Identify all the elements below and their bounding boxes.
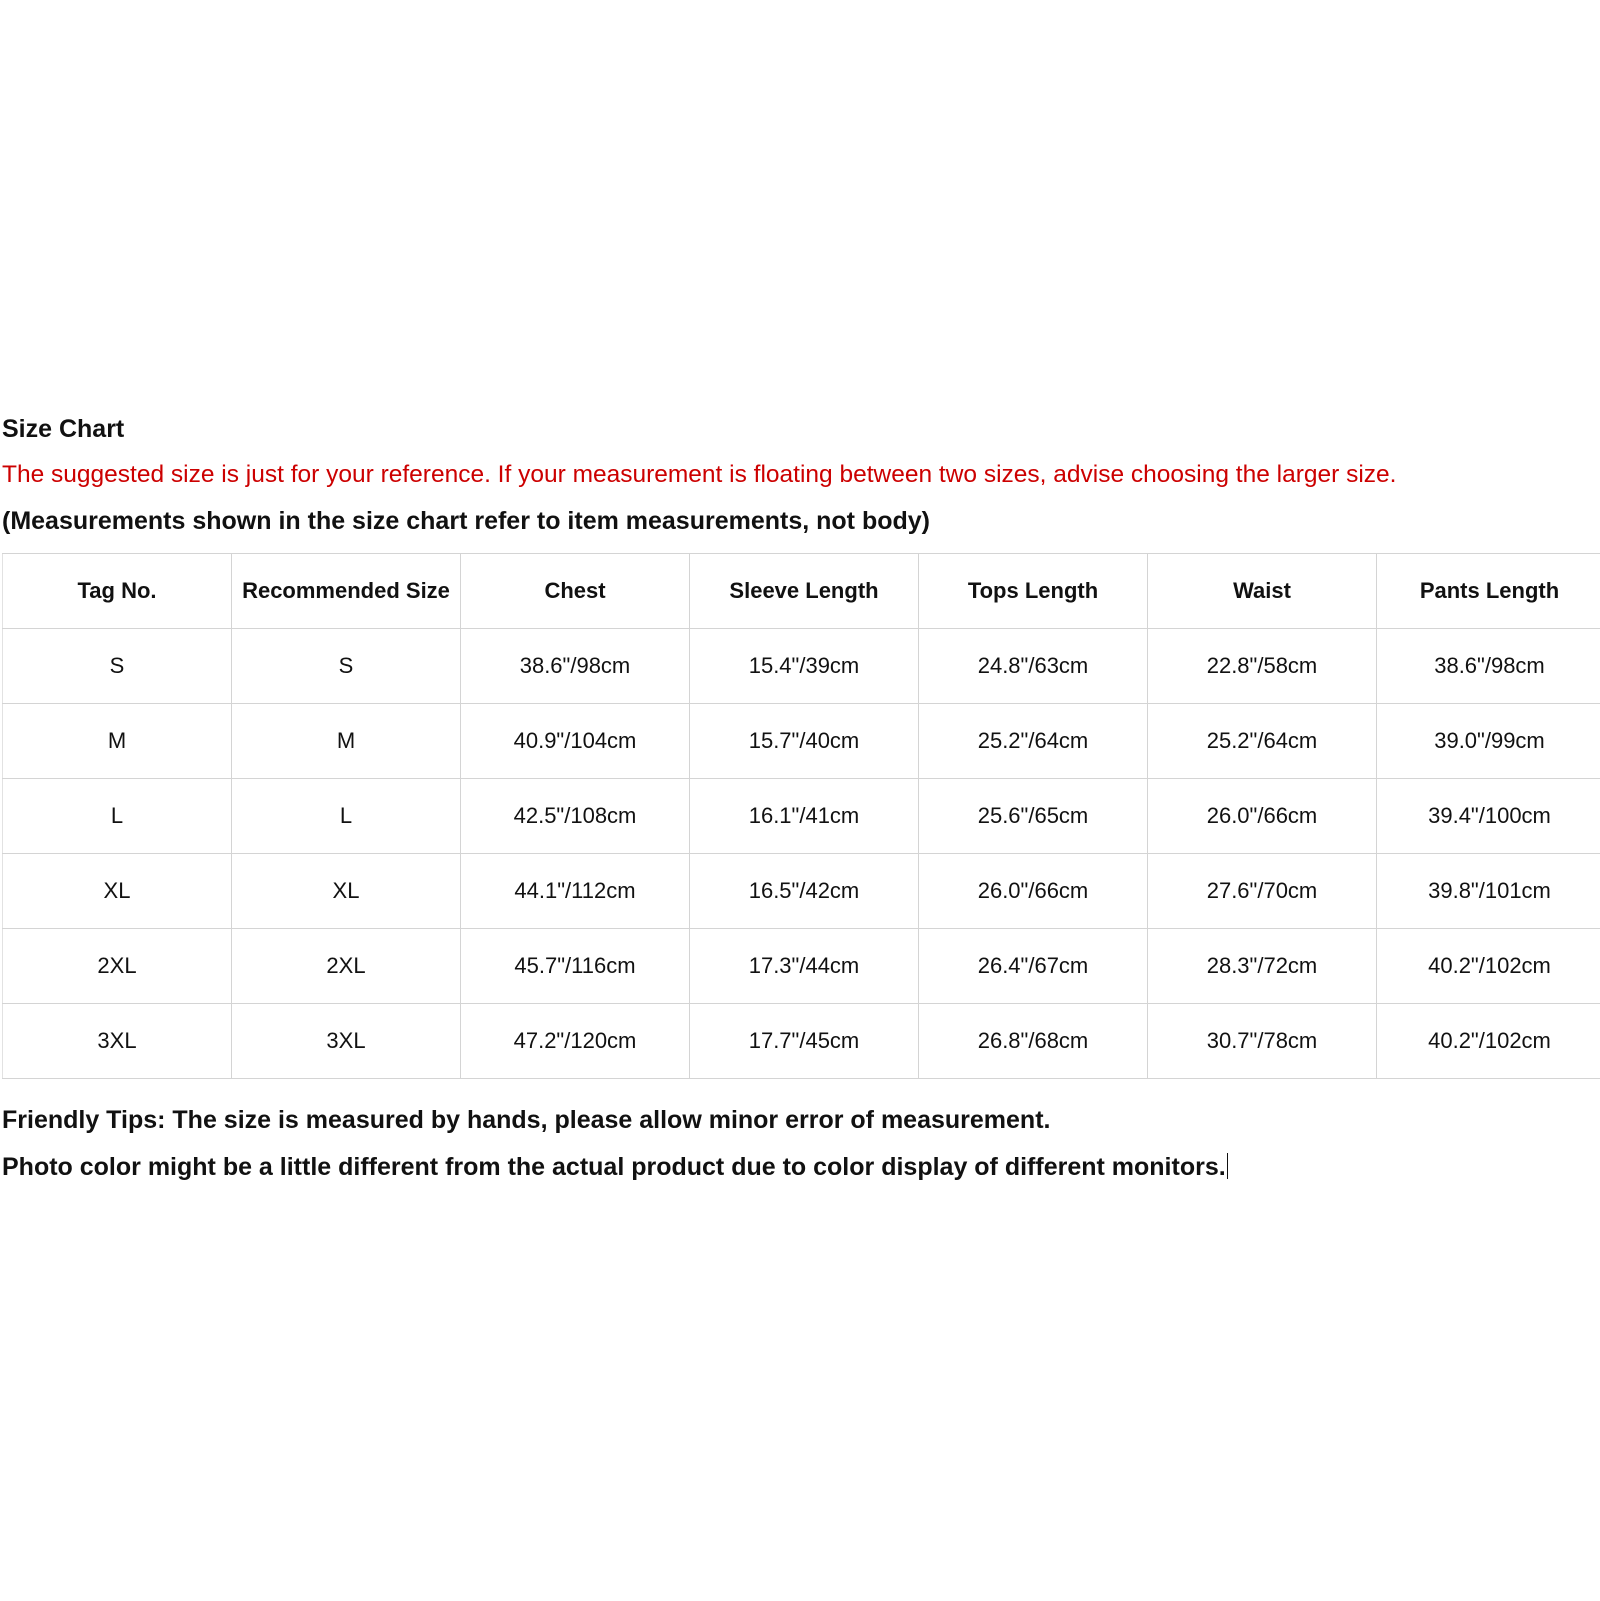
table-row: [3, 929, 1600, 1004]
cell-chest: 47.2"/120cm: [461, 1004, 690, 1079]
cell-tops-length: 26.8"/68cm: [919, 1004, 1148, 1079]
cell-waist: 25.2"/64cm: [1148, 704, 1377, 779]
cell-waist: 27.6"/70cm: [1148, 854, 1377, 929]
cell-waist: 30.7"/78cm: [1148, 1004, 1377, 1079]
cell-chest: 38.6"/98cm: [461, 629, 690, 704]
header-chest: Chest: [461, 554, 690, 629]
cell-recommended-size: M: [232, 704, 461, 779]
header-tops-length: Tops Length: [919, 554, 1148, 629]
text-cursor-icon: [1227, 1153, 1228, 1179]
table-row: [3, 779, 1600, 854]
cell-recommended-size: 3XL: [232, 1004, 461, 1079]
cell-chest: 45.7"/116cm: [461, 929, 690, 1004]
header-recommended-size: Recommended Size: [232, 554, 461, 629]
cell-waist: 28.3"/72cm: [1148, 929, 1377, 1004]
cell-sleeve-length: 15.7"/40cm: [690, 704, 919, 779]
photo-color-text: Photo color might be a little different from the actual product due to color display of different monitors.: [2, 1153, 1226, 1181]
table-row: [3, 854, 1600, 929]
cell-tops-length: 25.6"/65cm: [919, 779, 1148, 854]
header-sleeve-length: Sleeve Length: [690, 554, 919, 629]
cell-tag-no: S: [3, 629, 232, 704]
cell-tag-no: XL: [3, 854, 232, 929]
cell-waist: 26.0"/66cm: [1148, 779, 1377, 854]
cell-pants-length: 40.2"/102cm: [1377, 1004, 1600, 1079]
header-waist: Waist: [1148, 554, 1377, 629]
cell-tag-no: L: [3, 779, 232, 854]
cell-tops-length: 25.2"/64cm: [919, 704, 1148, 779]
table-row: [3, 704, 1600, 779]
cell-tag-no: 2XL: [3, 929, 232, 1004]
suggestion-note: The suggested size is just for your reference. If your measurement is floating between two sizes, advise choosing the larger size.: [2, 461, 1397, 488]
table-header-row: [3, 554, 1600, 629]
table-row: [3, 629, 1600, 704]
cell-recommended-size: XL: [232, 854, 461, 929]
header-tag-no: Tag No.: [3, 554, 232, 629]
cell-tops-length: 24.8"/63cm: [919, 629, 1148, 704]
header-pants-length: Pants Length: [1377, 554, 1600, 629]
cell-pants-length: 39.4"/100cm: [1377, 779, 1600, 854]
cell-tag-no: 3XL: [3, 1004, 232, 1079]
measurement-note: (Measurements shown in the size chart refer to item measurements, not body): [2, 507, 930, 535]
cell-sleeve-length: 17.7"/45cm: [690, 1004, 919, 1079]
cell-chest: 42.5"/108cm: [461, 779, 690, 854]
cell-recommended-size: L: [232, 779, 461, 854]
cell-waist: 22.8"/58cm: [1148, 629, 1377, 704]
cell-chest: 44.1"/112cm: [461, 854, 690, 929]
table-row: [3, 1004, 1600, 1079]
size-table: [2, 553, 1600, 1079]
cell-pants-length: 39.8"/101cm: [1377, 854, 1600, 929]
cell-sleeve-length: 17.3"/44cm: [690, 929, 919, 1004]
tips-section: [2, 1105, 1600, 1182]
cell-pants-length: 40.2"/102cm: [1377, 929, 1600, 1004]
cell-sleeve-length: 15.4"/39cm: [690, 629, 919, 704]
cell-recommended-size: 2XL: [232, 929, 461, 1004]
size-chart-title: Size Chart: [2, 415, 125, 443]
cell-chest: 40.9"/104cm: [461, 704, 690, 779]
photo-color-note: [2, 1152, 1600, 1182]
size-chart-section: [2, 414, 1600, 1182]
cell-recommended-size: S: [232, 629, 461, 704]
friendly-tips-text: Friendly Tips: The size is measured by hands, please allow minor error of measurement.: [2, 1106, 1051, 1134]
cell-tops-length: 26.0"/66cm: [919, 854, 1148, 929]
cell-tops-length: 26.4"/67cm: [919, 929, 1148, 1004]
cell-sleeve-length: 16.5"/42cm: [690, 854, 919, 929]
cell-sleeve-length: 16.1"/41cm: [690, 779, 919, 854]
cell-tag-no: M: [3, 704, 232, 779]
cell-pants-length: 39.0"/99cm: [1377, 704, 1600, 779]
cell-pants-length: 38.6"/98cm: [1377, 629, 1600, 704]
